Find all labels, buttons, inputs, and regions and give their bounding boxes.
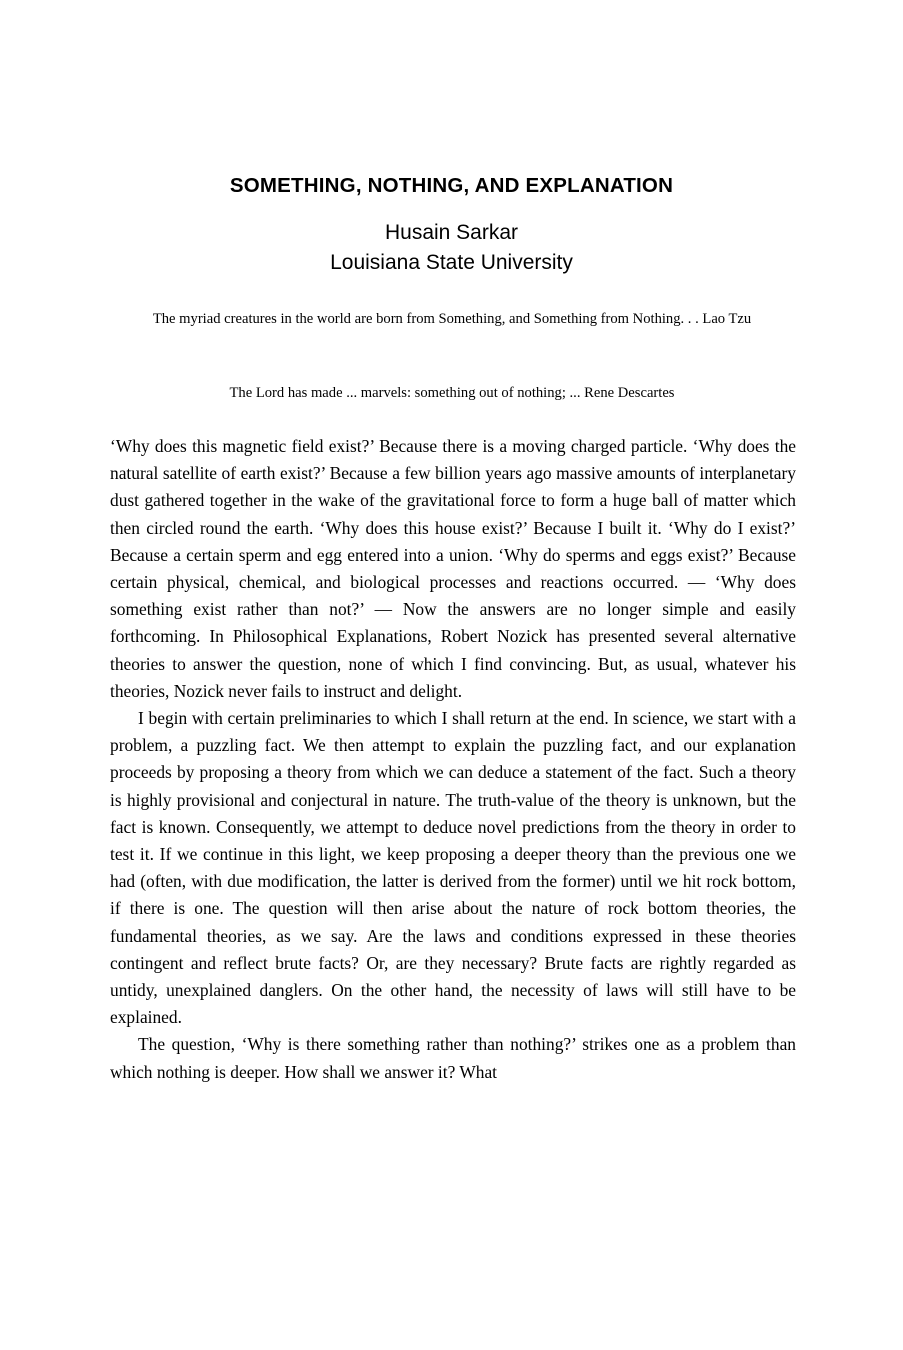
author-affiliation: Louisiana State University bbox=[330, 251, 573, 274]
author-block bbox=[0, 218, 903, 278]
paragraph: ‘Why does this magnetic field exist?’ Because there is a moving charged particle. ‘Why does the natural satellite of earth exist?’ Because a few billion years ago massive amounts of interplanetary dust gathered together in the wake of the gravitational force to form a huge ball of matter which then circled round the earth. ‘Why does this house exist?’ Because I built it. ‘Why do I exist?’ Because a certain sperm and egg entered into a union. ‘Why do sperms and eggs exist?’ Because certain physical, chemical, and biological processes and reactions occurred. — ‘Why does something exist rather than not?’ — Now the answers are no longer simple and easily forthcoming. In Philosophical Explanations, Robert Nozick has presented several alternative theories to answer the question, none of which I find convincing. But, as usual, whatever his theories, Nozick never fails to instruct and delight. bbox=[110, 436, 796, 701]
page-title: SOMETHING, NOTHING, AND EXPLANATION bbox=[229, 173, 674, 197]
paragraph: The question, ‘Why is there something rather than nothing?’ strikes one as a problem than which nothing is deeper. How shall we answer it? What bbox=[110, 1034, 796, 1082]
epigraph-lao-tzu: The myriad creatures in the world are born from Something, and Something from Nothing. . . Lao Tzu bbox=[152, 311, 752, 327]
author-name: Husain Sarkar bbox=[384, 221, 519, 244]
body-text bbox=[110, 433, 796, 1086]
paragraph: I begin with certain preliminaries to which I shall return at the end. In science, we start with a problem, a puzzling fact. We then attempt to explain the puzzling fact, and our explanation proceeds by proposing a theory from which we can deduce a statement of the fact. Such a theory is highly provisional and conjectural in nature. The truth-value of the theory is unknown, but the fact is known. Consequently, we attempt to deduce novel predictions from the theory in order to test it. If we continue in this light, we keep proposing a deeper theory than the previous one we had (often, with due modification, the latter is derived from the former) until we hit rock bottom, if there is one. The question will then arise about the nature of rock bottom theories, the fundamental theories, as we say. Are the laws and conditions expressed in these theories contingent and reflect brute facts? Or, are they necessary? Brute facts are rightly regarded as untidy, unexplained danglers. On the other hand, the necessity of laws will still have to be explained. bbox=[110, 708, 796, 1028]
epigraph-rene-descartes: The Lord has made ... marvels: something out of nothing; ... Rene Descartes bbox=[229, 385, 675, 401]
